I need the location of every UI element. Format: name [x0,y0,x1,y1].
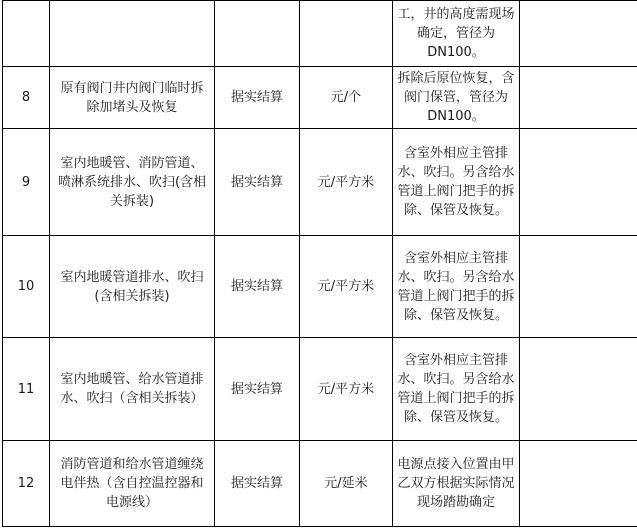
row-number-cell: 8 [3,67,50,129]
pricing-table [2,0,637,527]
row-number-cell: 12 [3,441,50,527]
note-cell: 拆除后原位恢复，含阀门保管，管径为DN100。 [393,67,520,129]
row-number-cell [3,1,50,67]
row-number-cell: 9 [3,129,50,236]
unit-cell: 元/平方米 [300,236,393,338]
item-cell: 室内地暖管、给水管道排水、吹扫（含相关拆装） [50,338,215,441]
method-cell: 据实结算 [215,338,300,441]
method-cell [215,1,300,67]
unit-cell: 元/延米 [300,441,393,527]
item-cell: 原有阀门井内阀门临时拆除加堵头及恢复 [50,67,215,129]
extra-cell [520,1,637,67]
method-cell: 据实结算 [215,236,300,338]
table-row [3,1,637,67]
method-cell: 据实结算 [215,129,300,236]
extra-cell [520,129,637,236]
unit-cell: 元/平方米 [300,129,393,236]
extra-cell [520,441,637,527]
row-number-cell: 10 [3,236,50,338]
unit-cell [300,1,393,67]
extra-cell [520,236,637,338]
note-cell: 电源点接入位置由甲乙双方根据实际情况现场踏勘确定 [393,441,520,527]
table-row [3,236,637,338]
extra-cell [520,67,637,129]
extra-cell [520,338,637,441]
row-number-cell: 11 [3,338,50,441]
note-cell: 含室外相应主管排水、吹扫。另含给水管道上阀门把手的拆除、保管及恢复。 [393,338,520,441]
table-row [3,129,637,236]
item-cell: 消防管道和给水管道缠绕电伴热（含自控温控器和电源线） [50,441,215,527]
table-row [3,67,637,129]
table-row [3,441,637,527]
item-cell: 室内地暖管、消防管道、喷淋系统排水、吹扫(含相关拆装) [50,129,215,236]
note-cell: 含室外相应主管排水、吹扫。另含给水管道上阀门把手的拆除、保管及恢复。 [393,129,520,236]
item-cell: 室内地暖管道排水、吹扫(含相关拆装) [50,236,215,338]
unit-cell: 元/平方米 [300,338,393,441]
unit-cell: 元/个 [300,67,393,129]
table-row [3,338,637,441]
method-cell: 据实结算 [215,67,300,129]
note-cell: 工，井的高度需现场确定，管径为DN100。 [393,1,520,67]
note-cell: 含室外相应主管排水、吹扫。另含给水管道上阀门把手的拆除、保管及恢复。 [393,236,520,338]
method-cell: 据实结算 [215,441,300,527]
item-cell [50,1,215,67]
